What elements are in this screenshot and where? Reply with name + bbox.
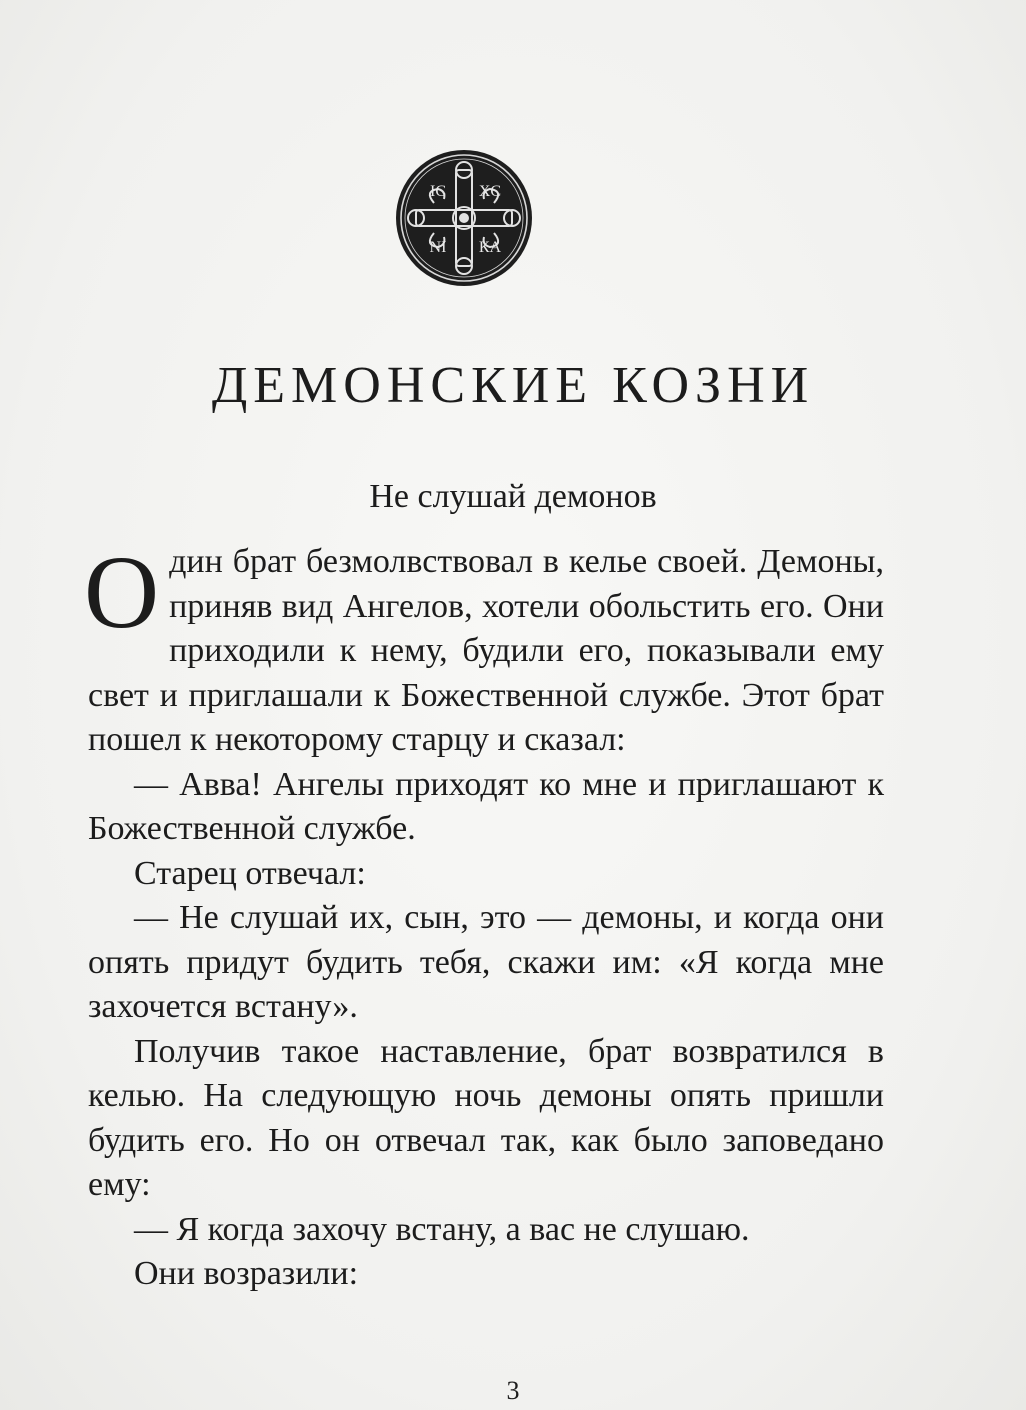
page-number: 3 <box>506 1376 520 1405</box>
emblem-label-ka: КА <box>478 239 502 256</box>
paragraph-7: Они возразили: <box>134 1255 359 1292</box>
paragraph-1-text: дин брат безмолвствовал в келье своей. Демоны, приняв вид Ангелов, хотели обольстить его. Они приходили к нему, будили его, показывали ему свет и приглашали к Божественной службе. Этот брат пошел к некоторому старцу и сказал: <box>88 543 884 758</box>
emblem-label-ni: NI <box>429 239 447 256</box>
paragraph-1 <box>84 535 884 763</box>
cross-emblem-icon <box>394 148 534 288</box>
paragraph-4: — Не слушай их, сын, это — демоны, и когда они опять придут будить тебя, скажи им: «Я когда мне захочется встану». <box>88 899 884 1025</box>
paragraph-6: — Я когда захочу встану, а вас не слушаю. <box>134 1210 750 1248</box>
paragraph-5: Получив такое наставление, брат возвратился в келью. На следующую ночь демоны опять пришли будить его. Но он отвечал так, как было заповедано ему: <box>88 1032 884 1203</box>
emblem-label-xc: XC <box>478 183 502 200</box>
drop-cap: О <box>84 535 160 650</box>
chapter-title: ДЕМОНСКИЕ КОЗНИ <box>211 357 815 414</box>
body-text <box>84 535 884 1297</box>
paragraph-3: Старец отвечал: <box>134 854 366 892</box>
section-title: Не слушай демонов <box>369 478 657 515</box>
paragraph-2: — Авва! Ангелы приходят ко мне и приглашают к Божественной службе. <box>88 765 884 847</box>
emblem-label-ic: IC <box>430 183 446 200</box>
